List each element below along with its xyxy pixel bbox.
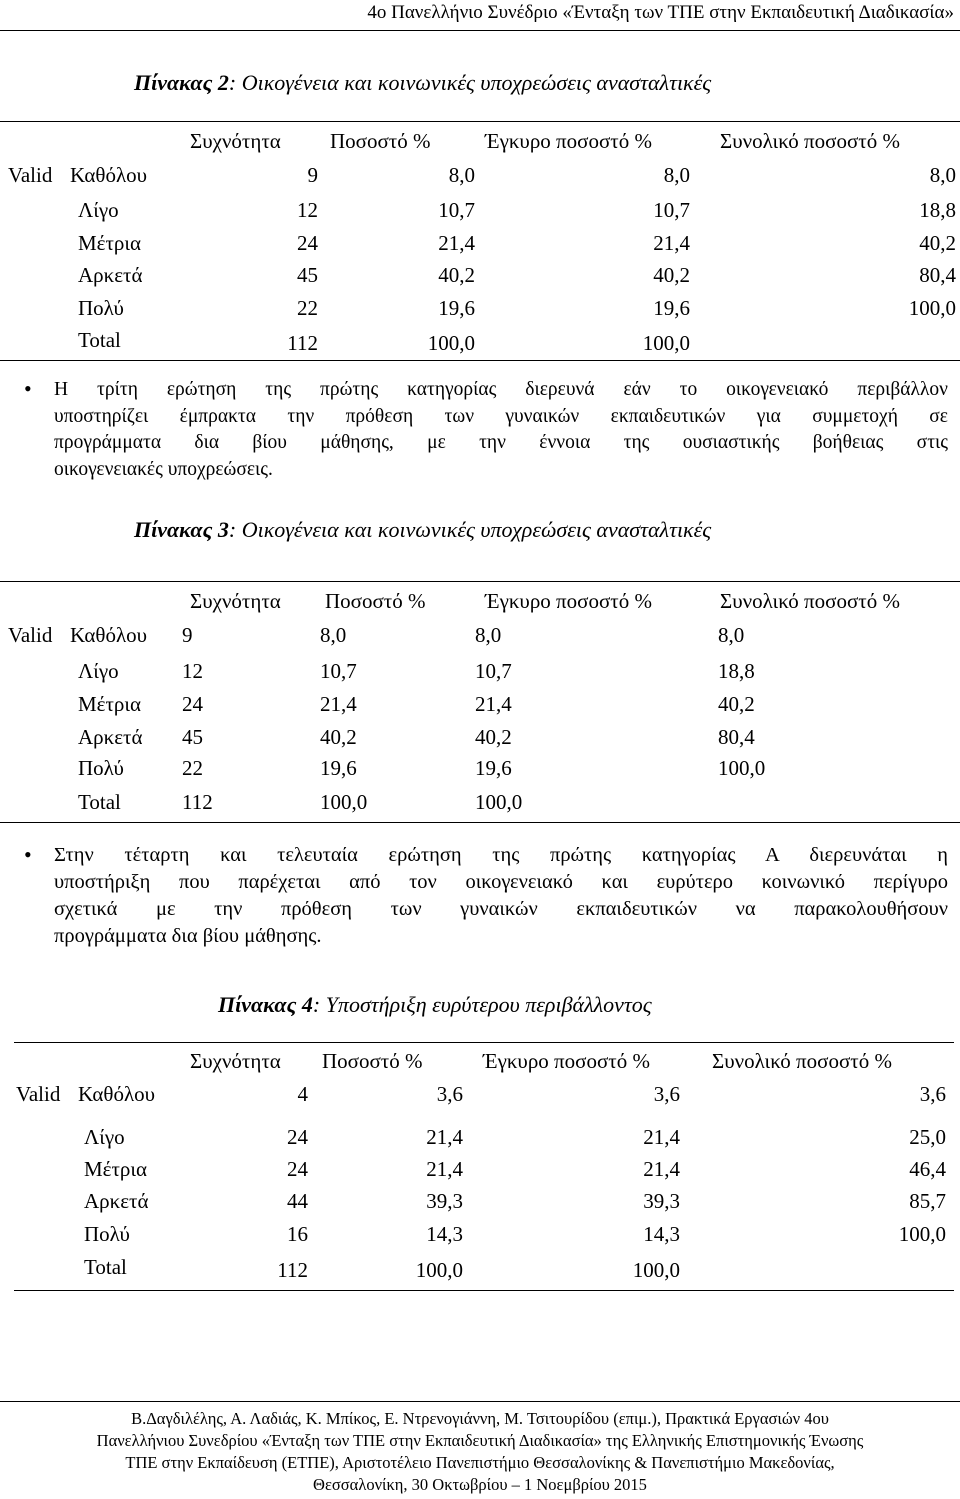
table3-top-rule bbox=[0, 581, 960, 582]
table4-cell-pct: 100,0 bbox=[415, 1258, 463, 1282]
table2-row-label: Πολύ bbox=[78, 296, 124, 320]
table4-top-rule bbox=[14, 1042, 954, 1043]
table3-caption-label: Πίνακας 3 bbox=[134, 517, 229, 542]
table2-cell-cum: 40,2 bbox=[919, 231, 956, 255]
table3-cell-freq: 9 bbox=[182, 623, 193, 647]
paragraph-1 bbox=[54, 377, 948, 483]
table4-cell-valid: 100,0 bbox=[632, 1258, 680, 1282]
paragraph-2 bbox=[54, 842, 948, 950]
table3-cell-valid: 21,4 bbox=[475, 692, 512, 716]
table3-cell-pct: 19,6 bbox=[320, 756, 357, 780]
table2-row-label: Αρκετά bbox=[78, 263, 143, 287]
table4-cell-pct: 21,4 bbox=[426, 1157, 463, 1181]
table2-cell-pct: 21,4 bbox=[438, 231, 475, 255]
table4-row-label: Total bbox=[84, 1255, 127, 1279]
table2-cell-valid: 40,2 bbox=[653, 263, 690, 287]
table4-col-header: Έγκυρο ποσοστό % bbox=[483, 1049, 650, 1073]
header-divider bbox=[0, 30, 960, 31]
table3-bottom-rule bbox=[0, 822, 960, 823]
table2-valid-label: Valid bbox=[8, 163, 53, 187]
table4-cell-valid: 21,4 bbox=[643, 1157, 680, 1181]
table4-cell-valid: 39,3 bbox=[643, 1189, 680, 1213]
footer-line: Πανελλήνιου Συνεδρίου «Ένταξη των ΤΠΕ στην Εκπαιδευτική Διαδικασία» της Ελληνικής Επιστημονικής Ένωσης bbox=[96, 1431, 864, 1450]
table3-cell-cum: 8,0 bbox=[718, 623, 745, 647]
table3-col-header: Έγκυρο ποσοστό % bbox=[485, 589, 652, 613]
paragraph-line: προγράμματα δια βίου μάθησης, με την έννοια της ουσιαστικής βοήθειας στις bbox=[54, 432, 948, 453]
table3-row-label: Καθόλου bbox=[70, 623, 148, 647]
table4-col-header: Ποσοστό % bbox=[322, 1049, 423, 1073]
table3-row-label: Αρκετά bbox=[78, 725, 143, 749]
table4-cell-valid: 3,6 bbox=[653, 1082, 680, 1106]
table2-col-header: Έγκυρο ποσοστό % bbox=[485, 129, 652, 153]
table2-cell-valid: 21,4 bbox=[653, 231, 690, 255]
table2-cell-cum: 100,0 bbox=[908, 296, 956, 320]
table3-cell-pct: 21,4 bbox=[320, 692, 357, 716]
table3-caption bbox=[134, 517, 711, 543]
table3-valid-label: Valid bbox=[8, 623, 53, 647]
table2-cell-pct: 8,0 bbox=[448, 163, 475, 187]
table3-caption-title: : Οικογένεια και κοινωνικές υποχρεώσεις ανασταλτικές bbox=[228, 517, 712, 542]
table2-cell-valid: 10,7 bbox=[653, 198, 690, 222]
table3-row-label: Πολύ bbox=[78, 756, 124, 780]
table3-cell-pct: 10,7 bbox=[320, 659, 357, 683]
table4-caption-label: Πίνακας 4 bbox=[218, 992, 313, 1017]
table4-cell-pct: 21,4 bbox=[426, 1125, 463, 1149]
paragraph-line: Στην τέταρτη και τελευταία ερώτηση της πρώτης κατηγορίας Α διερευνάται η bbox=[54, 844, 948, 866]
table3-cell-pct: 8,0 bbox=[320, 623, 347, 647]
paragraph-line: σχετικά με την πρόθεση των γυναικών εκπαιδευτικών να παρακολουθήσουν bbox=[54, 898, 948, 920]
table3-row-label: Total bbox=[78, 790, 121, 814]
table2-row-label: Μέτρια bbox=[78, 231, 142, 255]
table4-cell-freq: 44 bbox=[287, 1189, 308, 1213]
table2-cell-cum: 8,0 bbox=[929, 163, 956, 187]
table4-caption bbox=[218, 992, 652, 1018]
table3-row-label: Λίγο bbox=[78, 659, 119, 683]
table3-cell-cum: 18,8 bbox=[718, 659, 755, 683]
table3-cell-pct: 40,2 bbox=[320, 725, 357, 749]
table2-row-label: Total bbox=[78, 328, 121, 352]
table2-cell-freq: 112 bbox=[287, 331, 318, 355]
table2-col-header: Ποσοστό % bbox=[330, 129, 431, 153]
table2-cell-pct: 10,7 bbox=[438, 198, 475, 222]
table3-cell-freq: 12 bbox=[182, 659, 203, 683]
table3-col-header: Συχνότητα bbox=[190, 589, 281, 613]
paragraph-line: υποστηρίζει έμπρακτα την πρόθεση των γυναικών εκπαιδευτικών για συμμετοχή σε bbox=[54, 405, 948, 427]
bullet-icon: • bbox=[24, 376, 32, 401]
table2-cell-valid: 8,0 bbox=[663, 163, 690, 187]
table4-cell-pct: 3,6 bbox=[436, 1082, 463, 1106]
table3-cell-valid: 100,0 bbox=[475, 790, 523, 814]
footer-divider bbox=[0, 1401, 960, 1402]
table3-cell-valid: 40,2 bbox=[475, 725, 512, 749]
bullet-icon: • bbox=[24, 842, 32, 867]
table2-row-label: Λίγο bbox=[78, 198, 119, 222]
table2-cell-freq: 45 bbox=[297, 263, 318, 287]
table2-cell-freq: 9 bbox=[307, 163, 318, 187]
table3-row-label: Μέτρια bbox=[78, 692, 142, 716]
page-header: 4ο Πανελλήνιο Συνέδριο «Ένταξη των ΤΠΕ στην Εκπαιδευτική Διαδικασία» bbox=[367, 2, 954, 23]
table4-col-header: Συχνότητα bbox=[190, 1049, 281, 1073]
table4-cell-freq: 112 bbox=[277, 1258, 308, 1282]
table3-cell-freq: 112 bbox=[182, 790, 213, 814]
table2-col-header: Συχνότητα bbox=[190, 129, 281, 153]
table2-cell-pct: 40,2 bbox=[438, 263, 475, 287]
table4-cell-freq: 24 bbox=[287, 1157, 308, 1181]
table2-cell-pct: 19,6 bbox=[438, 296, 475, 320]
table4-caption-title: : Υποστήριξη ευρύτερου περιβάλλοντος bbox=[312, 992, 652, 1017]
table2-cell-cum: 18,8 bbox=[919, 198, 956, 222]
table2-cell-freq: 22 bbox=[297, 296, 318, 320]
table4-row-label: Πολύ bbox=[84, 1222, 130, 1246]
table4-cell-valid: 21,4 bbox=[643, 1125, 680, 1149]
table3-cell-freq: 24 bbox=[182, 692, 203, 716]
paragraph-line: προγράμματα δια βίου μάθησης. bbox=[54, 925, 322, 947]
table4-cell-freq: 24 bbox=[287, 1125, 308, 1149]
table4-cell-pct: 14,3 bbox=[426, 1222, 463, 1246]
table3-cell-valid: 10,7 bbox=[475, 659, 512, 683]
table4-bottom-rule bbox=[14, 1290, 954, 1291]
table4-row-label: Μέτρια bbox=[84, 1157, 148, 1181]
table2-cell-cum: 80,4 bbox=[919, 263, 956, 287]
table4-cell-cum: 100,0 bbox=[898, 1222, 946, 1246]
table2-top-rule bbox=[0, 121, 960, 122]
table4-row-label: Λίγο bbox=[84, 1125, 125, 1149]
table4-cell-cum: 25,0 bbox=[909, 1125, 946, 1149]
table3-cell-freq: 45 bbox=[182, 725, 203, 749]
table4-cell-valid: 14,3 bbox=[643, 1222, 680, 1246]
table4-cell-freq: 4 bbox=[297, 1082, 308, 1106]
table4-cell-cum: 3,6 bbox=[919, 1082, 946, 1106]
table3-cell-cum: 40,2 bbox=[718, 692, 755, 716]
table3-cell-cum: 80,4 bbox=[718, 725, 755, 749]
table4-cell-pct: 39,3 bbox=[426, 1189, 463, 1213]
table3-cell-cum: 100,0 bbox=[718, 756, 766, 780]
paragraph-line: Η τρίτη ερώτηση της πρώτης κατηγορίας διερευνά εάν το οικογενειακό περιβάλλον bbox=[54, 379, 948, 400]
table3-cell-valid: 8,0 bbox=[475, 623, 502, 647]
table4-cell-cum: 46,4 bbox=[909, 1157, 946, 1181]
table3-cell-valid: 19,6 bbox=[475, 756, 512, 780]
table4-cell-cum: 85,7 bbox=[909, 1189, 946, 1213]
table4-col-header: Συνολικό ποσοστό % bbox=[712, 1049, 892, 1073]
table3-cell-freq: 22 bbox=[182, 756, 203, 780]
table2-cell-freq: 24 bbox=[297, 231, 318, 255]
table2-cell-valid: 100,0 bbox=[642, 331, 690, 355]
table4-row-label: Καθόλου bbox=[78, 1082, 156, 1106]
table2-caption-title: : Οικογένεια και κοινωνικές υποχρεώσεις ανασταλτικές bbox=[228, 70, 712, 95]
page-footer bbox=[0, 1408, 960, 1496]
table4-cell-freq: 16 bbox=[287, 1222, 308, 1246]
footer-line: Θεσσαλονίκη, 30 Οκτωβρίου – 1 Νοεμβρίου 2015 bbox=[313, 1475, 647, 1494]
table2-row-label: Καθόλου bbox=[70, 163, 148, 187]
table4-row-label: Αρκετά bbox=[84, 1189, 149, 1213]
table2-col-header: Συνολικό ποσοστό % bbox=[720, 129, 900, 153]
table2-caption bbox=[134, 70, 711, 96]
footer-line: Β.Δαγδιλέλης, Α. Λαδιάς, Κ. Μπίκος, Ε. Ντρενογιάννη, Μ. Τσιτουρίδου (επιμ.), Πρακτικά Εργασιών 4ου bbox=[131, 1409, 829, 1428]
footer-line: ΤΠΕ στην Εκπαίδευση (ΕΤΠΕ), Αριστοτέλειο Πανεπιστήμιο Θεσσαλονίκης & Πανεπιστήμιο Μακεδονίας, bbox=[125, 1453, 835, 1472]
table2-cell-valid: 19,6 bbox=[653, 296, 690, 320]
paragraph-line: οικογενειακές υποχρεώσεις. bbox=[54, 458, 273, 480]
table2-cell-pct: 100,0 bbox=[427, 331, 475, 355]
paragraph-line: υποστήριξη που παρέχεται από τον οικογενειακό και ευρύτερο κοινωνικό περίγυρο bbox=[54, 871, 948, 893]
table2-caption-label: Πίνακας 2 bbox=[134, 70, 229, 95]
table4-valid-label: Valid bbox=[16, 1082, 61, 1106]
table3-col-header: Συνολικό ποσοστό % bbox=[720, 589, 900, 613]
table3-cell-pct: 100,0 bbox=[320, 790, 368, 814]
table3-col-header: Ποσοστό % bbox=[325, 589, 426, 613]
table2-cell-freq: 12 bbox=[297, 198, 318, 222]
table2-bottom-rule bbox=[0, 360, 960, 361]
